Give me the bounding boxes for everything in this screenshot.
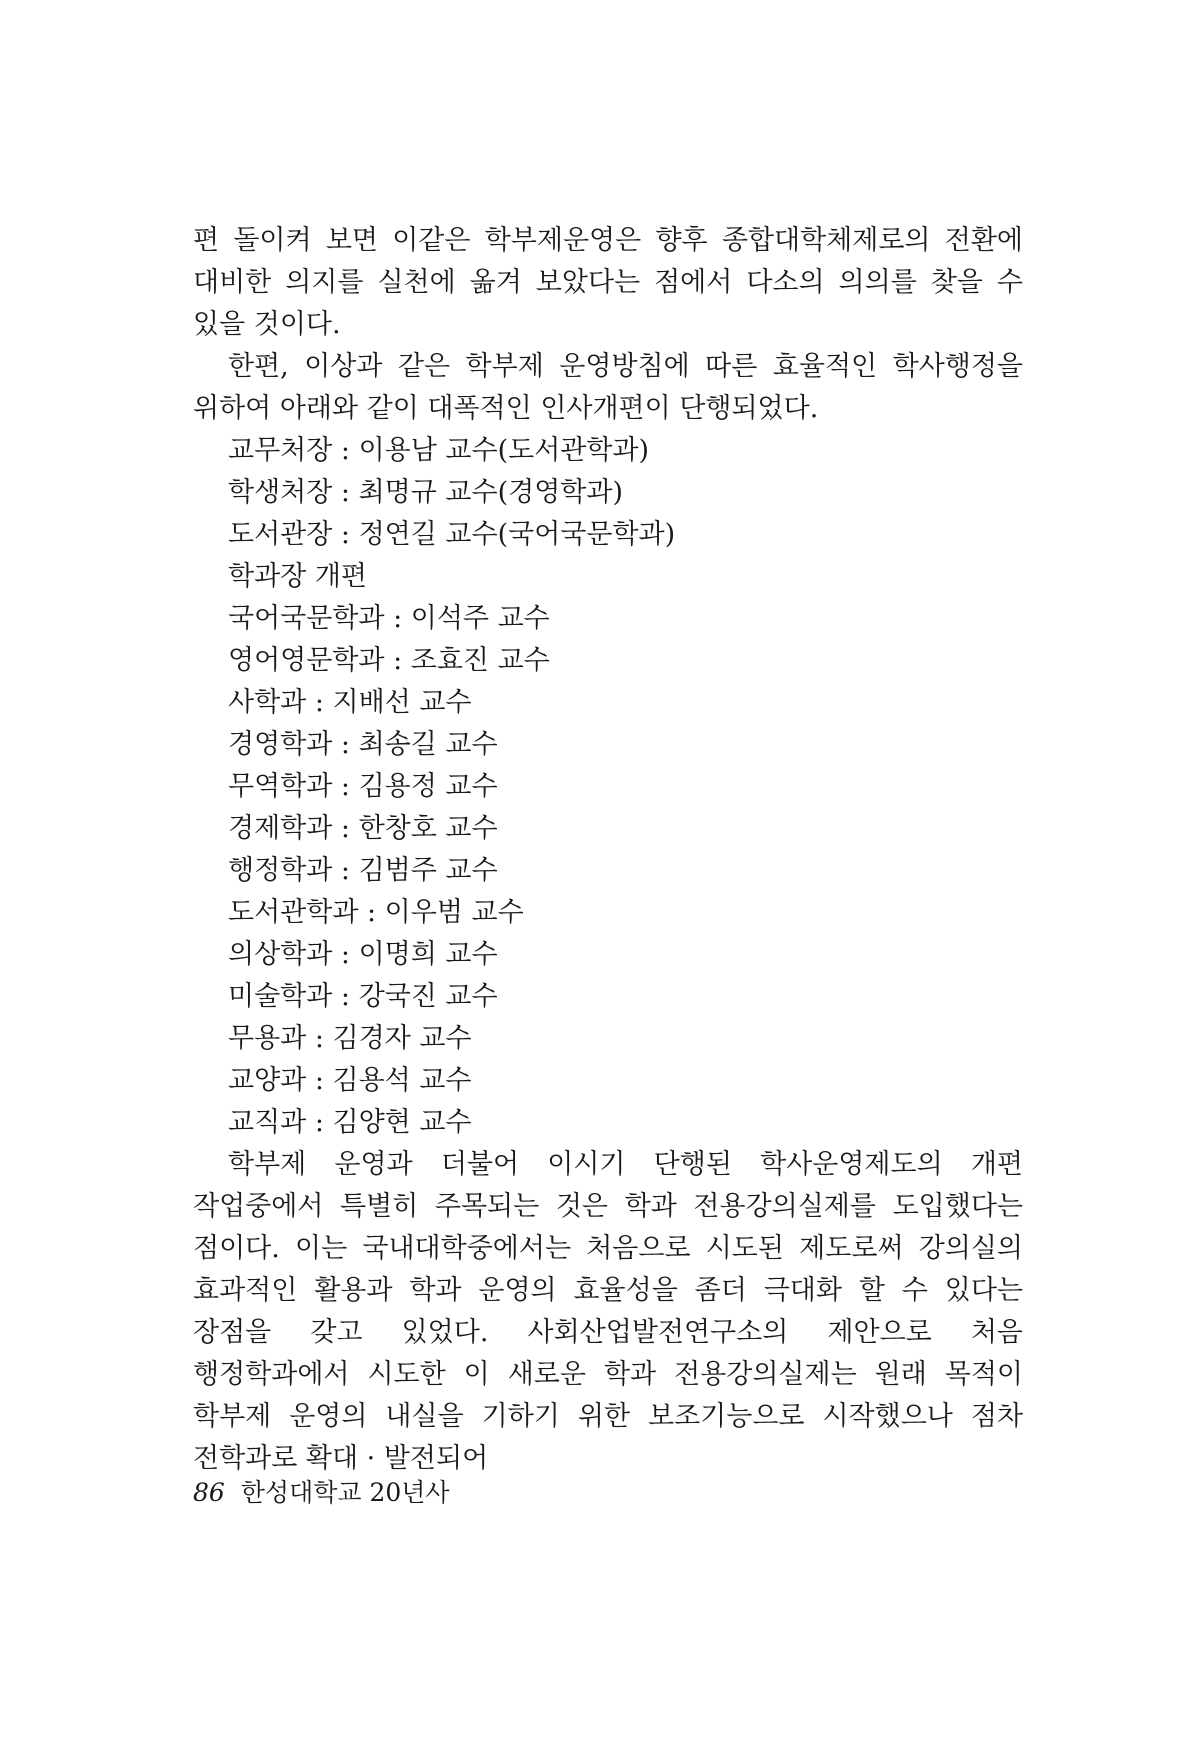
page-footer: [193, 1476, 450, 1510]
list-item: 무역학과 : 김용정 교수: [228, 771, 498, 802]
list-item: 교무처장 : 이용남 교수(도서관학과): [228, 435, 650, 466]
list-item: 영어영문학과 : 조효진 교수: [228, 645, 550, 676]
list-item: 교직과 : 김양현 교수: [228, 1107, 472, 1138]
paragraph-3: 학부제 운영과 더불어 이시기 단행된 학사운영제도의 개편 작업중에서 특별히 주목되는 것은 학과 전용강의실제를 도입했다는 점이다. 이는 국내대학중에서는 처음으로 시도된 제도로써 강의실의 효과적인 활용과 학과 운영의 효율성을 좀더 극대화 할 수 있다는 장점을 갖고 있었다. 사회산업발전연구소의 제안으로 처음 행정학과에서 시도한 이 새로운 학과 전용강의실제는 원래 목적이 학부제 운영의 내실을 기하기 위한 보조기능으로 시작했으나 점차 전학과로 확대 · 발전되어: [193, 1149, 1023, 1474]
list-item: 행정학과 : 김범주 교수: [228, 855, 498, 886]
list-item: 사학과 : 지배선 교수: [228, 687, 472, 718]
list-item: 경제학과 : 한창호 교수: [228, 813, 498, 844]
list-item: 학생처장 : 최명규 교수(경영학과): [228, 477, 623, 508]
list-item: 무용과 : 김경자 교수: [228, 1023, 472, 1054]
list-item: 도서관장 : 정연길 교수(국어국문학과): [228, 519, 676, 550]
appointment-list: [193, 430, 1023, 1144]
list-item: 경영학과 : 최송길 교수: [228, 729, 498, 760]
list-item: 의상학과 : 이명희 교수: [228, 939, 498, 970]
body-text: [193, 220, 1023, 1480]
paragraph-1: 편 돌이켜 보면 이같은 학부제운영은 향후 종합대학체제로의 전환에 대비한 의지를 실천에 옮겨 보았다는 점에서 다소의 의의를 찾을 수 있을 것이다.: [193, 225, 1023, 340]
list-item: 도서관학과 : 이우범 교수: [228, 897, 524, 928]
book-title: 한성대학교 20년사: [240, 1478, 450, 1507]
list-item: 교양과 : 김용석 교수: [228, 1065, 472, 1096]
page-number: 86: [193, 1478, 225, 1507]
list-item: 미술학과 : 강국진 교수: [228, 981, 498, 1012]
list-item: 국어국문학과 : 이석주 교수: [228, 603, 550, 634]
list-item: 학과장 개편: [228, 561, 367, 592]
paragraph-2: 한편, 이상과 같은 학부제 운영방침에 따른 효율적인 학사행정을 위하여 아래와 같이 대폭적인 인사개편이 단행되었다.: [193, 351, 1023, 424]
